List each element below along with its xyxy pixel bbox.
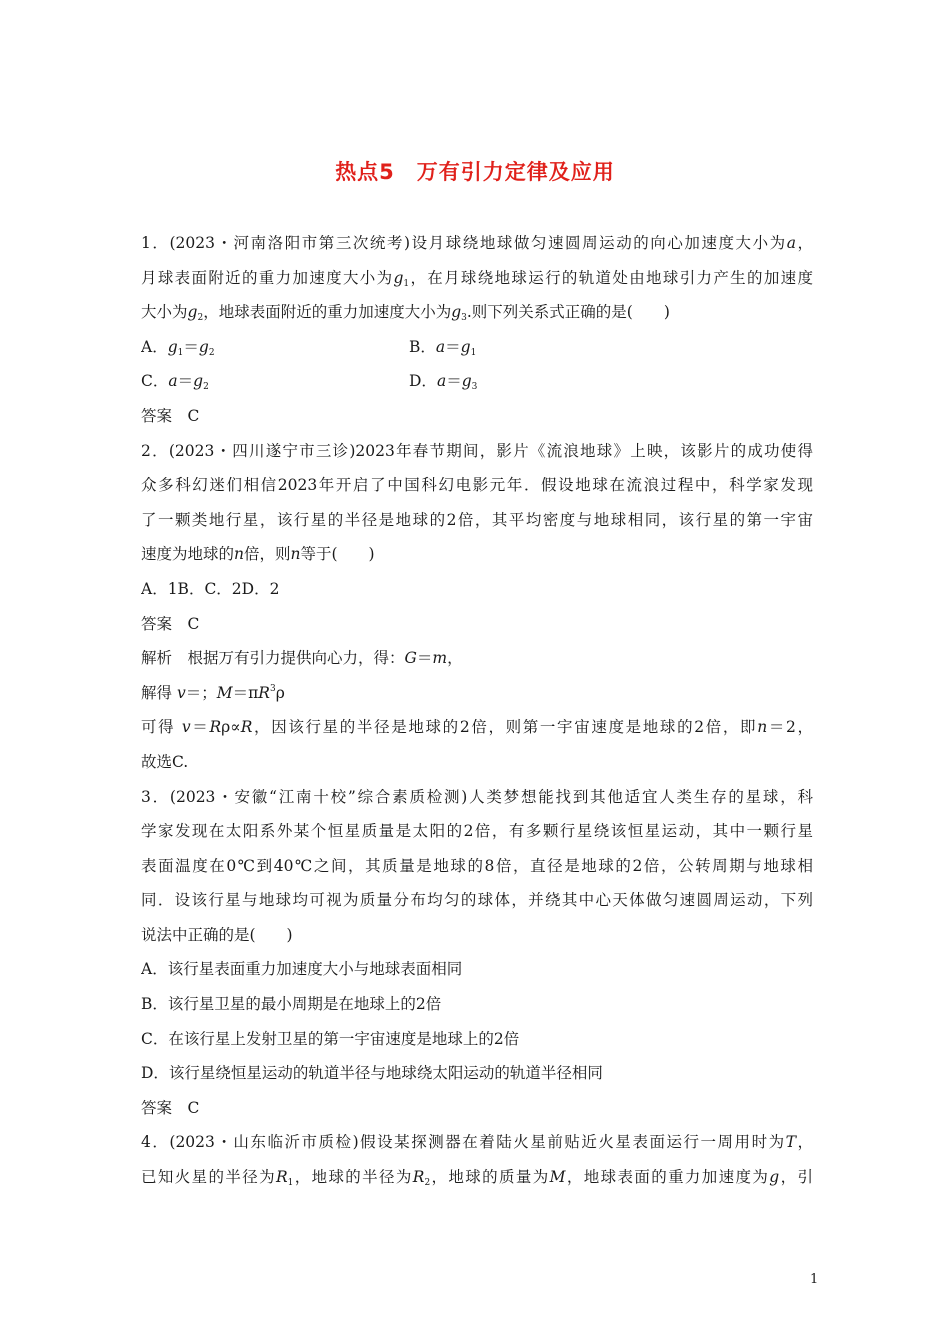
q2-analysis-4: 故选C. <box>141 752 189 771</box>
page-title: 热点5 万有引力定律及应用 <box>335 160 615 184</box>
content-body <box>141 226 813 1195</box>
q1-option-a: A．$g_1=g_2$ <box>141 337 215 358</box>
q1-line-1: 1．(2023・河南洛阳市第三次统考)设月球绕地球做匀速圆周运动的向心加速度大小为a， <box>141 234 813 252</box>
q1-options-row-1 <box>141 330 813 365</box>
q3-line-4: 同．设该行星与地球均可视为质量分布均匀的球体，并绕其中心天体做匀速圆周运动，下列 <box>141 891 813 910</box>
q3-option-d: D．该行星绕恒星运动的轨道半径与地球绕太阳运动的轨道半径相同 <box>141 1064 603 1083</box>
q1-option-c: C．$a=g_2$ <box>141 372 209 393</box>
q3-line-3: 表面温度在0℃到40℃之间，其质量是地球的8倍，直径是地球的2倍，公转周期与地球相 <box>141 856 813 875</box>
q1-option-d: D．$a=g_3$ <box>409 372 478 393</box>
q2-options: A．1B．C．2D．2 <box>141 579 280 598</box>
q1-line-3: 大小为$g_2$，地球表面附近的重力加速度大小为$g_3$.则下列关系式正确的是( ) <box>141 303 670 324</box>
q2-analysis-1: 解析 根据万有引力提供向心力，得：G＝m， <box>141 649 463 668</box>
q1-option-b: B．$a=g_1$ <box>409 337 477 358</box>
q1-answer: 答案 C <box>141 406 200 425</box>
q4-line-1: 4．(2023・山东临沂市质检)假设某探测器在着陆火星前贴近火星表面运行一周用时为T， <box>141 1133 813 1152</box>
q3-line-1: 3．(2023・安徽“江南十校”综合素质检测)人类梦想能找到其他适宜人类生存的星球，科 <box>141 787 813 806</box>
page-number: 1 <box>810 1272 819 1287</box>
q2-line-3: 了一颗类地行星，该行星的半径是地球的2倍，其平均密度与地球相同，该行星的第一宇宙 <box>141 510 813 529</box>
q3-option-b: B．该行星卫星的最小周期是在地球上的2倍 <box>141 995 442 1014</box>
q3-option-a: A．该行星表面重力加速度大小与地球表面相同 <box>141 960 463 979</box>
q2-answer: 答案 C <box>141 614 200 633</box>
q3-line-2: 学家发现在太阳系外某个恒星质量是太阳的2倍，有多颗行星绕该恒星运动，其中一颗行星 <box>141 822 813 841</box>
q3-option-c: C．在该行星上发射卫星的第一宇宙速度是地球上的2倍 <box>141 1029 520 1048</box>
q2-analysis-3: 可得 v＝Rρ∝R，因该行星的半径是地球的2倍，则第一宇宙速度是地球的2倍，即n＝2， <box>141 718 813 737</box>
q2-line-4: 速度为地球的n倍，则n等于( ) <box>141 545 375 564</box>
q2-line-1: 2．(2023・四川遂宁市三诊)2023年春节期间，影片《流浪地球》上映，该影片的成功使得 <box>141 441 813 460</box>
q2-line-2: 众多科幻迷们相信2023年开启了中国科幻电影元年．假设地球在流浪过程中，科学家发现 <box>141 476 813 495</box>
q1-line-2: 月球表面附近的重力加速度大小为$g_1$，在月球绕地球运行的轨道处由地球引力产生的加速度 <box>141 268 813 289</box>
q3-answer: 答案 C <box>141 1098 200 1117</box>
q1-options-row-2 <box>141 364 813 399</box>
q2-analysis-2: 解得 v＝；$M=\pi R^3\rho$ <box>141 683 285 702</box>
q4-line-2: 已知火星的半径为$R_1$，地球的半径为$R_2$，地球的质量为M，地球表面的重力加速度为g，引 <box>141 1168 813 1189</box>
q3-line-5: 说法中正确的是( ) <box>141 925 293 944</box>
